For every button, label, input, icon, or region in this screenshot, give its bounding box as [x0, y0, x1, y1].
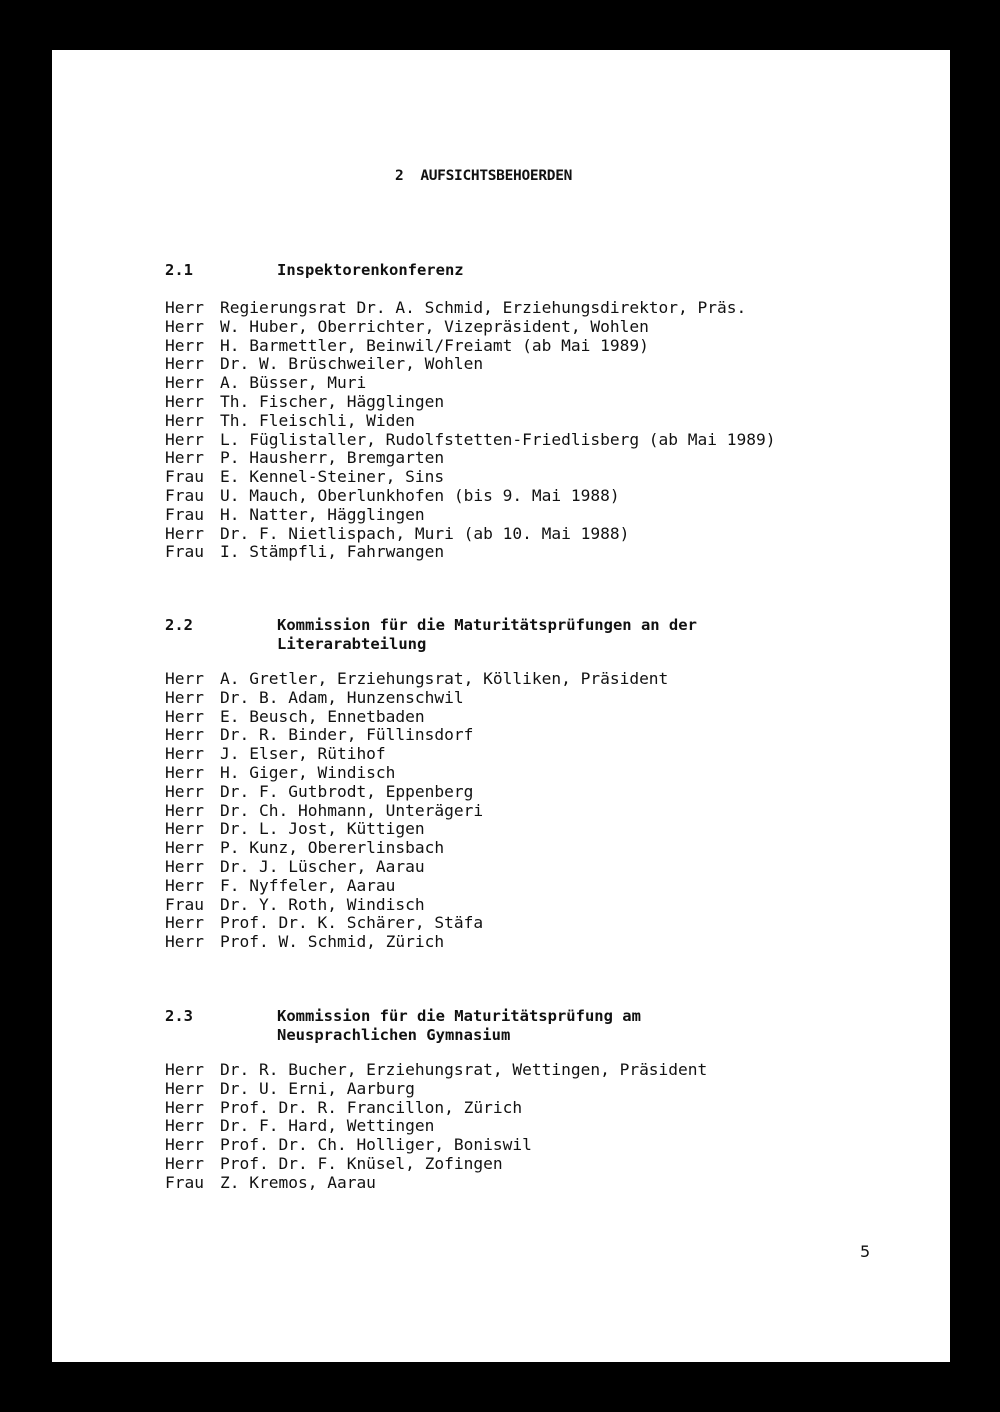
member-salutation: Herr [165, 429, 204, 449]
member-details: Dr. U. Erni, Aarburg [220, 1078, 415, 1098]
member-salutation: Frau [165, 504, 204, 524]
section-title-line: Literarabteilung [277, 635, 427, 653]
list-item [165, 393, 776, 412]
member-details: P. Hausherr, Bremgarten [220, 448, 445, 468]
list-item [165, 1099, 707, 1118]
list-item [165, 506, 776, 525]
member-salutation: Herr [165, 373, 204, 393]
member-details: Dr. B. Adam, Hunzenschwil [220, 687, 464, 707]
list-item [165, 877, 668, 896]
member-salutation: Herr [165, 838, 204, 858]
member-list [165, 299, 776, 562]
list-item [165, 1155, 707, 1174]
list-item [165, 783, 668, 802]
list-item [165, 1136, 707, 1155]
list-item [165, 914, 668, 933]
section-number: 2.2 [165, 616, 193, 634]
list-item [165, 858, 668, 877]
member-salutation: Herr [165, 875, 204, 895]
member-details: E. Beusch, Ennetbaden [220, 706, 425, 726]
member-salutation: Herr [165, 1153, 204, 1173]
section-title [277, 616, 877, 654]
list-item [165, 896, 668, 915]
section-title [277, 1007, 877, 1045]
member-salutation: Herr [165, 1078, 204, 1098]
member-details: Z. Kremos, Aarau [220, 1172, 376, 1192]
list-item [165, 1080, 707, 1099]
member-details: Prof. W. Schmid, Zürich [220, 932, 445, 952]
chapter-number: 2 [395, 168, 404, 184]
chapter-heading [395, 168, 572, 184]
list-item [165, 525, 776, 544]
member-salutation: Frau [165, 542, 204, 562]
member-salutation: Herr [165, 781, 204, 801]
member-salutation: Herr [165, 856, 204, 876]
section-title-line: Neusprachlichen Gymnasium [277, 1026, 511, 1044]
member-salutation: Frau [165, 467, 204, 487]
member-salutation: Herr [165, 687, 204, 707]
list-item [165, 708, 668, 727]
member-details: E. Kennel-Steiner, Sins [220, 467, 445, 487]
member-details: Dr. L. Jost, Küttigen [220, 819, 425, 839]
list-item [165, 355, 776, 374]
section-title-line: Kommission für die Maturitätsprüfung am [277, 1007, 641, 1025]
page-number: 5 [860, 1242, 871, 1261]
list-item [165, 802, 668, 821]
list-item [165, 318, 776, 337]
list-item [165, 726, 668, 745]
member-details: Prof. Dr. K. Schärer, Stäfa [220, 913, 484, 933]
member-details: Th. Fischer, Hägglingen [220, 391, 445, 411]
list-item [165, 764, 668, 783]
section-number: 2.1 [165, 261, 193, 279]
member-details: U. Mauch, Oberlunkhofen (bis 9. Mai 1988) [220, 485, 620, 505]
list-item [165, 933, 668, 952]
list-item [165, 820, 668, 839]
member-details: L. Füglistaller, Rudolfstetten-Friedlisberg (ab Mai 1989) [220, 429, 776, 449]
list-item [165, 337, 776, 356]
member-salutation: Frau [165, 485, 204, 505]
document-page [52, 50, 950, 1362]
list-item [165, 431, 776, 450]
member-details: Prof. Dr. R. Francillon, Zürich [220, 1097, 523, 1117]
section-title [277, 261, 877, 280]
member-list [165, 1061, 707, 1193]
list-item [165, 839, 668, 858]
section-title-line: Inspektorenkonferenz [277, 261, 464, 279]
member-salutation: Herr [165, 448, 204, 468]
member-salutation: Herr [165, 725, 204, 745]
member-salutation: Herr [165, 1116, 204, 1136]
member-details: I. Stämpfli, Fahrwangen [220, 542, 445, 562]
member-salutation: Herr [165, 932, 204, 952]
member-salutation: Herr [165, 800, 204, 820]
member-salutation: Frau [165, 1172, 204, 1192]
member-details: A. Büsser, Muri [220, 373, 367, 393]
member-details: H. Barmettler, Beinwil/Freiamt (ab Mai 1989) [220, 335, 649, 355]
member-details: H. Giger, Windisch [220, 762, 396, 782]
member-salutation: Herr [165, 523, 204, 543]
list-item [165, 468, 776, 487]
member-details: A. Gretler, Erziehungsrat, Kölliken, Präsident [220, 669, 669, 688]
member-salutation: Herr [165, 354, 204, 374]
member-details: H. Natter, Hägglingen [220, 504, 425, 524]
member-details: Dr. F. Nietlispach, Muri (ab 10. Mai 1988) [220, 523, 630, 543]
member-details: Dr. J. Lüscher, Aarau [220, 856, 425, 876]
member-salutation: Herr [165, 1060, 204, 1079]
list-item [165, 1174, 707, 1193]
member-details: J. Elser, Rütihof [220, 744, 386, 764]
list-item [165, 1061, 707, 1080]
member-details: Dr. Y. Roth, Windisch [220, 894, 425, 914]
list-item [165, 745, 668, 764]
member-salutation: Frau [165, 894, 204, 914]
member-details: F. Nyffeler, Aarau [220, 875, 396, 895]
list-item [165, 487, 776, 506]
member-salutation: Herr [165, 744, 204, 764]
chapter-title: AUFSICHTSBEHOERDEN [420, 168, 573, 184]
member-salutation: Herr [165, 762, 204, 782]
member-salutation: Herr [165, 316, 204, 336]
member-salutation: Herr [165, 1097, 204, 1117]
section-title-line: Kommission für die Maturitätsprüfungen an der [277, 616, 697, 634]
member-details: Dr. W. Brüschweiler, Wohlen [220, 354, 484, 374]
member-salutation: Herr [165, 669, 204, 688]
section-number: 2.3 [165, 1007, 193, 1025]
list-item [165, 543, 776, 562]
member-details: Prof. Dr. Ch. Holliger, Boniswil [220, 1135, 532, 1155]
member-details: Dr. F. Gutbrodt, Eppenberg [220, 781, 474, 801]
member-details: Dr. F. Hard, Wettingen [220, 1116, 435, 1136]
member-salutation: Herr [165, 913, 204, 933]
member-details: P. Kunz, Obererlinsbach [220, 838, 445, 858]
member-salutation: Herr [165, 1135, 204, 1155]
list-item [165, 689, 668, 708]
member-salutation: Herr [165, 410, 204, 430]
list-item [165, 670, 668, 689]
member-details: Regierungsrat Dr. A. Schmid, Erziehungsdirektor, Präs. [220, 298, 747, 317]
list-item [165, 299, 776, 318]
list-item [165, 412, 776, 431]
member-list [165, 670, 668, 952]
member-details: Th. Fleischli, Widen [220, 410, 415, 430]
member-salutation: Herr [165, 819, 204, 839]
list-item [165, 1117, 707, 1136]
list-item [165, 374, 776, 393]
member-salutation: Herr [165, 391, 204, 411]
member-details: Dr. R. Bucher, Erziehungsrat, Wettingen, Präsident [220, 1060, 708, 1079]
list-item [165, 449, 776, 468]
member-salutation: Herr [165, 706, 204, 726]
member-salutation: Herr [165, 298, 204, 317]
member-details: Dr. R. Binder, Füllinsdorf [220, 725, 474, 745]
member-details: Dr. Ch. Hohmann, Unterägeri [220, 800, 484, 820]
member-salutation: Herr [165, 335, 204, 355]
member-details: W. Huber, Oberrichter, Vizepräsident, Wohlen [220, 316, 649, 336]
member-details: Prof. Dr. F. Knüsel, Zofingen [220, 1153, 503, 1173]
